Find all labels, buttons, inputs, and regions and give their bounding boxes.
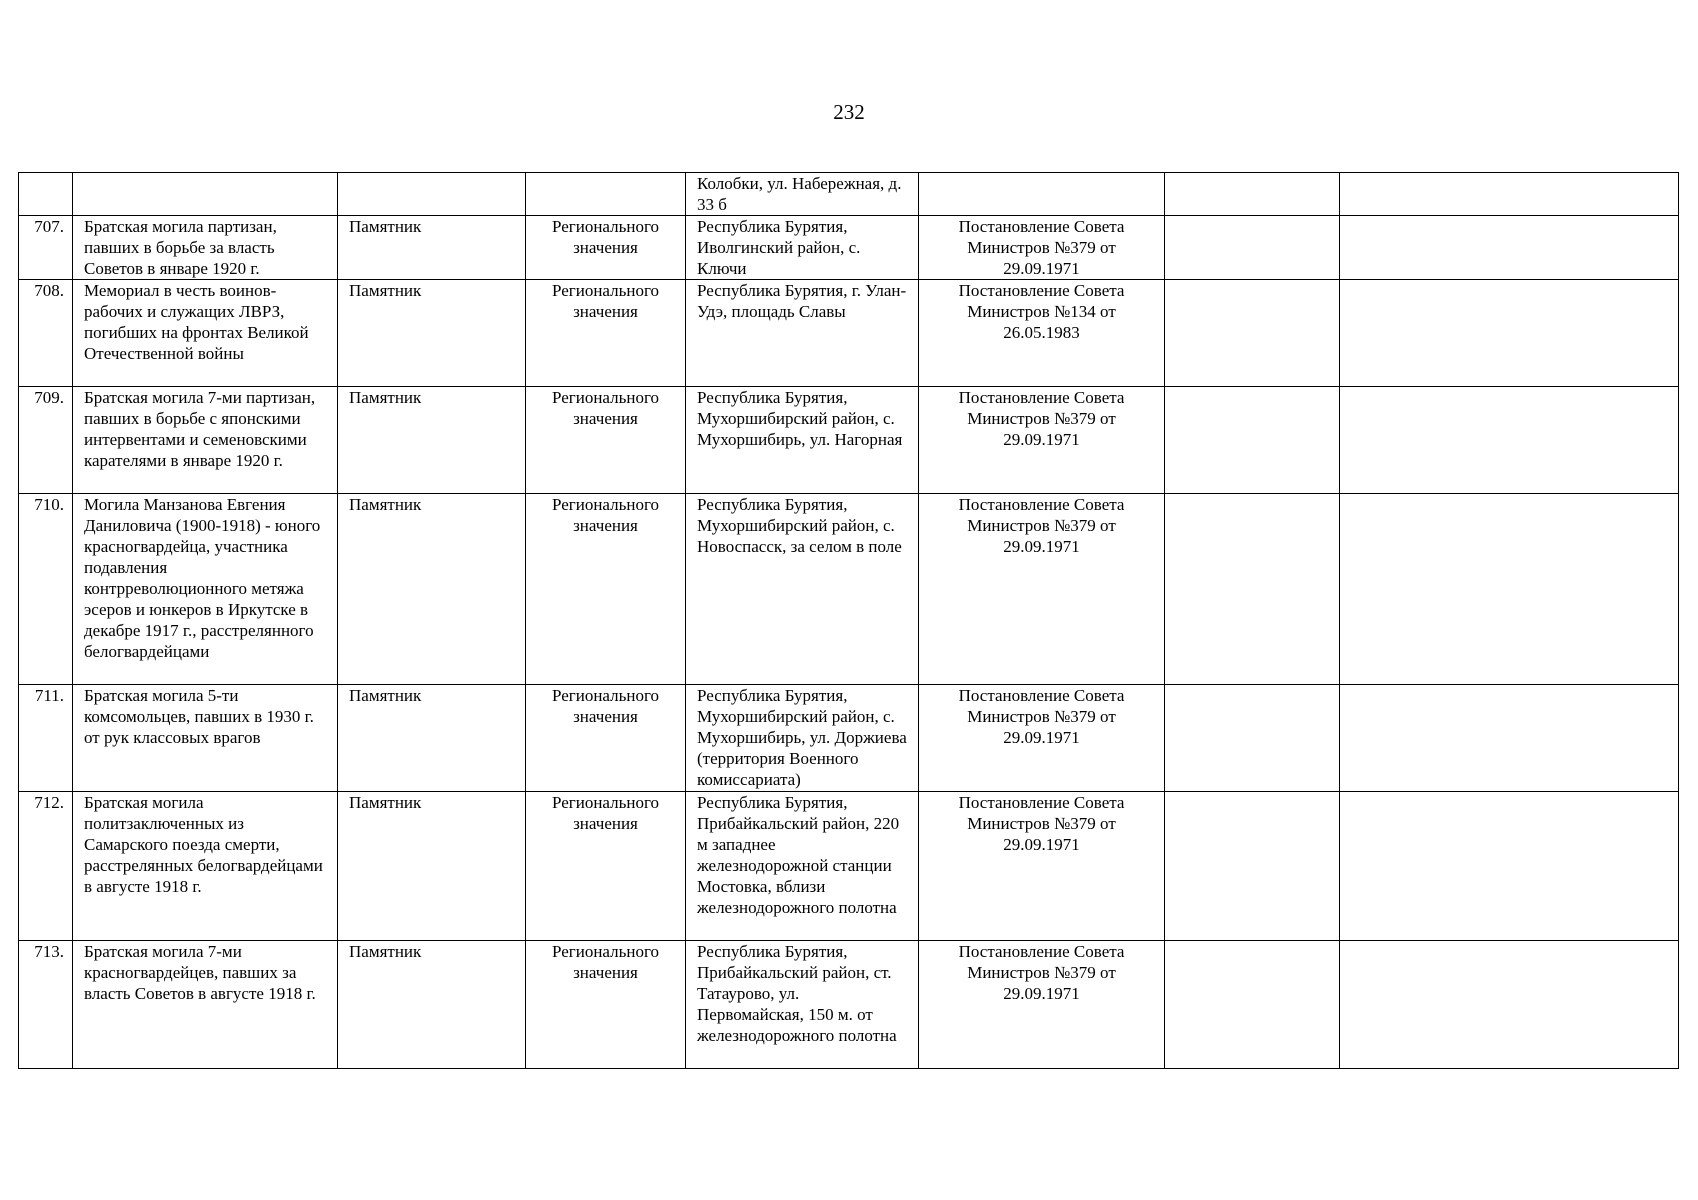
- object-name: Братская могила партизан, павших в борьбе за власть Советов в январе 1920 г.: [73, 216, 338, 280]
- legal-document: Постановление Совета Министров №379 от 29.09.1971: [919, 685, 1165, 792]
- object-significance: Регионального значения: [526, 280, 686, 387]
- object-significance: Регионального значения: [526, 494, 686, 685]
- table-row: [19, 216, 1679, 280]
- object-category: [338, 173, 526, 216]
- row-number: 711.: [19, 685, 73, 792]
- column-7-cell: [1165, 216, 1340, 280]
- object-category: Памятник: [338, 792, 526, 941]
- object-category: Памятник: [338, 387, 526, 494]
- object-category: Памятник: [338, 280, 526, 387]
- object-location: Республика Бурятия, Мухоршибирский район, с. Мухоршибирь, ул. Нагорная: [686, 387, 919, 494]
- legal-document: Постановление Совета Министров №379 от 29.09.1971: [919, 494, 1165, 685]
- object-location: Республика Бурятия, Мухоршибирский район, с. Новоспасск, за селом в поле: [686, 494, 919, 685]
- column-7-cell: [1165, 685, 1340, 792]
- object-category: Памятник: [338, 216, 526, 280]
- object-name: [73, 173, 338, 216]
- object-location: Республика Бурятия, Иволгинский район, с. Ключи: [686, 216, 919, 280]
- column-8-cell: [1340, 792, 1679, 941]
- object-name: Братская могила 7-ми партизан, павших в борьбе с японскими интервентами и семеновскими карателями в январе 1920 г.: [73, 387, 338, 494]
- table-row: [19, 387, 1679, 494]
- object-location: Колобки, ул. Набережная, д. 33 б: [686, 173, 919, 216]
- table-row: [19, 173, 1679, 216]
- heritage-registry-table: [18, 172, 1679, 1069]
- column-7-cell: [1165, 494, 1340, 685]
- object-significance: Регионального значения: [526, 685, 686, 792]
- table-row: [19, 280, 1679, 387]
- object-name: Братская могила политзаключенных из Самарского поезда смерти, расстрелянных белогвардейцами в августе 1918 г.: [73, 792, 338, 941]
- column-7-cell: [1165, 792, 1340, 941]
- row-number: 712.: [19, 792, 73, 941]
- row-number: [19, 173, 73, 216]
- object-location: Республика Бурятия, Мухоршибирский район, с. Мухоршибирь, ул. Доржиева (территория Военного комиссариата): [686, 685, 919, 792]
- column-8-cell: [1340, 494, 1679, 685]
- object-significance: Регионального значения: [526, 941, 686, 1069]
- object-category: Памятник: [338, 685, 526, 792]
- legal-document: Постановление Совета Министров №379 от 29.09.1971: [919, 216, 1165, 280]
- row-number: 709.: [19, 387, 73, 494]
- column-7-cell: [1165, 173, 1340, 216]
- object-significance: Регионального значения: [526, 792, 686, 941]
- legal-document: Постановление Совета Министров №379 от 29.09.1971: [919, 792, 1165, 941]
- page-number: 232: [833, 100, 865, 124]
- row-number: 710.: [19, 494, 73, 685]
- row-number: 713.: [19, 941, 73, 1069]
- table-row: [19, 685, 1679, 792]
- row-number: 708.: [19, 280, 73, 387]
- object-significance: [526, 173, 686, 216]
- column-7-cell: [1165, 941, 1340, 1069]
- table-row: [19, 494, 1679, 685]
- legal-document: Постановление Совета Министров №134 от 26.05.1983: [919, 280, 1165, 387]
- object-significance: Регионального значения: [526, 216, 686, 280]
- object-category: Памятник: [338, 941, 526, 1069]
- object-name: Братская могила 7-ми красногвардейцев, павших за власть Советов в августе 1918 г.: [73, 941, 338, 1069]
- column-8-cell: [1340, 941, 1679, 1069]
- object-name: Могила Манзанова Евгения Даниловича (1900-1918) - юного красногвардейца, участника подавления контрреволюционного метяжа эсеров и юнкеров в Иркутске в декабре 1917 г., расстрелянного белогвардейцами: [73, 494, 338, 685]
- legal-document: Постановление Совета Министров №379 от 29.09.1971: [919, 387, 1165, 494]
- column-8-cell: [1340, 280, 1679, 387]
- object-name: Братская могила 5-ти комсомольцев, павших в 1930 г. от рук классовых врагов: [73, 685, 338, 792]
- column-7-cell: [1165, 280, 1340, 387]
- table-row: [19, 792, 1679, 941]
- object-name: Мемориал в честь воинов-рабочих и служащих ЛВРЗ, погибших на фронтах Великой Отечественной войны: [73, 280, 338, 387]
- row-number: 707.: [19, 216, 73, 280]
- object-location: Республика Бурятия, Прибайкальский район, ст. Татаурово, ул. Первомайская, 150 м. от железнодорожного полотна: [686, 941, 919, 1069]
- table-row: [19, 941, 1679, 1069]
- legal-document: Постановление Совета Министров №379 от 29.09.1971: [919, 941, 1165, 1069]
- column-8-cell: [1340, 685, 1679, 792]
- object-location: Республика Бурятия, г. Улан-Удэ, площадь Славы: [686, 280, 919, 387]
- legal-document: [919, 173, 1165, 216]
- object-significance: Регионального значения: [526, 387, 686, 494]
- column-7-cell: [1165, 387, 1340, 494]
- column-8-cell: [1340, 173, 1679, 216]
- object-location: Республика Бурятия, Прибайкальский район, 220 м западнее железнодорожной станции Мостовка, вблизи железнодорожного полотна: [686, 792, 919, 941]
- column-8-cell: [1340, 387, 1679, 494]
- object-category: Памятник: [338, 494, 526, 685]
- column-8-cell: [1340, 216, 1679, 280]
